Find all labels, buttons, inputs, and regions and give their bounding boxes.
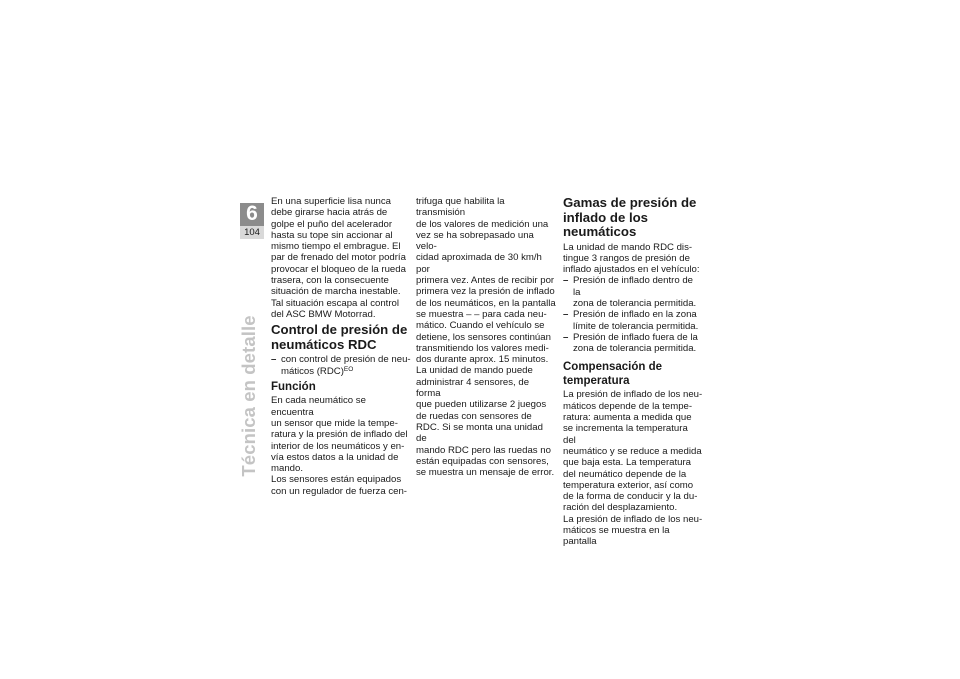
heading-rdc: Control de presión de neumáticos RDC	[271, 322, 408, 352]
list-item: – Presión de inflado en la zona límite de tolerancia permitida.	[563, 309, 703, 332]
page-number: 104	[240, 226, 264, 239]
sensor-paragraph-2: La unidad de mando puede administrar 4 sensores, de forma que pueden utilizarse 2 juegos de ruedas con sensores de RDC. Si se monta una unidad de mando RDC pero las ruedas no están equipadas con sensores, se muestra un mensaje de error.	[416, 365, 555, 479]
pressure-range-list	[563, 275, 703, 354]
funcion-paragraph-2: Los sensores están equipados con un regulador de fuerza cen-	[271, 474, 407, 497]
text-column-2	[416, 196, 556, 478]
list-item: – con control de presión de neu- máticos (RDC)$^{EO}$	[271, 354, 411, 377]
compensacion-paragraph-1: La presión de inflado de los neu- máticos depende de la tempe- ratura: aumenta a medida que se incrementa la temperatura del neumático y se reduce a medida que baja esta. La temperatura del neumático depende de la temperatura exterior, así como de la forma de conducir y la du- ración del desplazamiento.	[563, 389, 703, 514]
gamas-paragraph: La unidad de mando RDC dis- tingue 3 rangos de presión de inflado ajustados en el vehículo:	[563, 241, 700, 276]
sensor-paragraph-1: trifuga que habilita la transmisión de los valores de medición una vez se ha sobrepasado una velo- cidad aproximada de 30 km/h por primera vez. Antes de recibir por primera vez la presión de inflado de los neumáticos, en la pantalla se muestra – – para cada neu- mático. Cuando el vehículo se detiene, los sensores continúan transmitiendo los valores medi- dos durante aprox. 15 minutos.	[416, 196, 556, 366]
compensacion-paragraph-2: La presión de inflado de los neu- máticos se muestra en la pantalla	[563, 513, 703, 548]
list-item: – Presión de inflado dentro de la zona de tolerancia permitida.	[563, 275, 703, 309]
equipment-code: EO	[343, 365, 354, 373]
list-item: – Presión de inflado fuera de la zona de tolerancia permitida.	[563, 332, 703, 355]
chapter-tab	[240, 203, 264, 239]
heading-compensacion: Compensación de temperatura	[563, 361, 663, 387]
heading-funcion: Función	[271, 380, 316, 393]
text-column-1	[271, 196, 411, 497]
rdc-equipment-list	[271, 354, 411, 377]
text-column-3	[563, 196, 703, 548]
chapter-number: 6	[246, 202, 258, 225]
chapter-title-vertical: Técnica en detalle	[238, 315, 259, 477]
funcion-paragraph-1: En cada neumático se encuentra un sensor que mide la tempe- ratura y la presión de inflado del interior de los neumáticos y en- vía estos datos a la unidad de mando.	[271, 395, 408, 475]
intro-paragraph: En una superficie lisa nunca debe girarse hacia atrás de golpe el puño del acelerador hasta su tope sin accionar al mismo tiempo el embrague. El par de frenado del motor podría provocar el bloqueo de la rueda trasera, con la consecuente situación de marcha inestable. Tal situación escapa al control del ASC BMW Motorrad.	[271, 196, 406, 320]
heading-gamas: Gamas de presión de inflado de los neumáticos	[563, 195, 697, 239]
